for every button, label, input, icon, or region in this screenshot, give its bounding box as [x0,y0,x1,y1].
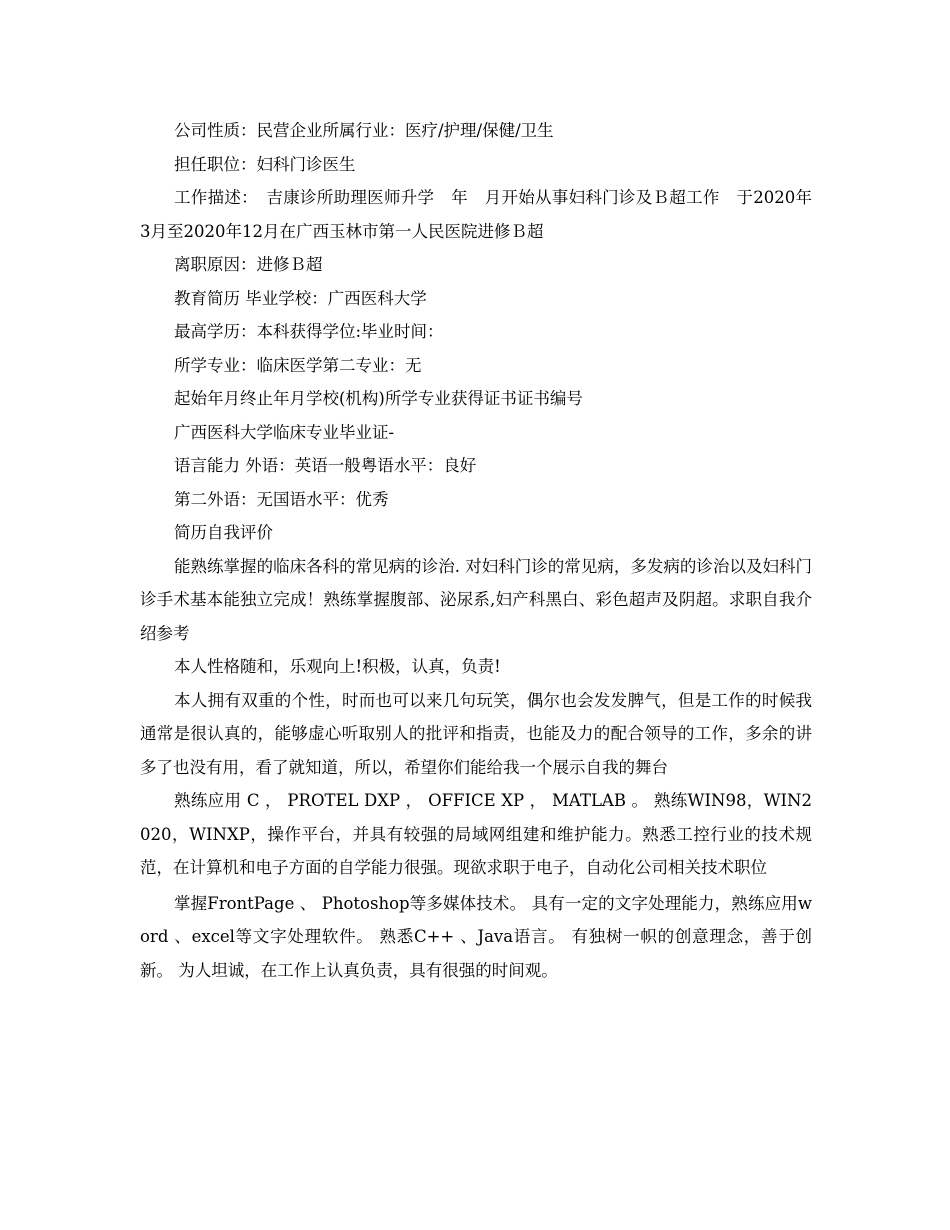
self-evaluation-heading: 简历自我评价 [174,523,273,542]
education-entry-line: 广西医科大学临床专业毕业证- [174,422,395,442]
major-line: 所学专业：临床医学第二专业：无 [174,355,422,375]
personality-line: 本人性格随和，乐观向上!积极，认真，负责! [174,657,501,676]
education-table-header-line: 起始年月终止年月学校(机构)所学专业获得证书证书编号 [174,389,583,408]
personal-character-paragraph: 本人拥有双重的个性，时而也可以来几句玩笑，偶尔也会发发脾气，但是工作的时候我通常是很认真的，能够虚心听取别人的批评和指责，也能及力的配合领导的工作，多余的讲多了也没有用，看了就知道，所以，希望你们能给我一个展示自我的舞台 [140,690,812,777]
job-description-paragraph: 工作描述： 吉康诊所助理医师升学 年 月开始从事妇科门诊及Ｂ超工作 于2020年3月至2020年12月在广西玉林市第一人民医院进修Ｂ超 [140,188,812,241]
software-skills-paragraph: 掌握FrontPage 、 Photoshop等多媒体技术。 具有一定的文字处理能力，熟练应用word 、excel等文字处理软件。 熟悉C++ 、Java语言。 有独树一帜的创意理念，善于创新。 为人坦诚，在工作上认真负责，具有很强的时间观。 [140,893,812,980]
education-school-line: 教育简历 毕业学校：广西医科大学 [174,288,427,308]
leave-reason-line: 离职原因：进修Ｂ超 [174,255,323,274]
second-language-line: 第二外语：无国语水平：优秀 [174,489,389,509]
document-body [140,114,812,987]
position-line: 担任职位：妇科门诊医生 [174,154,356,174]
highest-degree-line: 最高学历：本科获得学位:毕业时间： [174,322,444,341]
company-nature-line: 公司性质：民营企业所属行业：医疗/护理/保健/卫生 [174,121,554,140]
computer-skills-paragraph: 熟练应用 C ， PROTEL DXP ， OFFICE XP ， MATLAB 。 熟练WIN98，WIN2020，WINXP，操作平台，并具有较强的局域网组建和维护能力。熟悉工控行业的技术规范，在计算机和电子方面的自学能力很强。现欲求职于电子，自动化公司相关技术职位 [140,791,812,877]
language-ability-line: 语言能力 外语：英语一般粤语水平：良好 [174,456,477,475]
clinical-skills-paragraph: 能熟练掌握的临床各科的常见病的诊治. 对妇科门诊的常见病，多发病的诊治以及妇科门诊手术基本能独立完成！熟练掌握腹部、泌尿系,妇产科黑白、彩色超声及阴超。求职自我介绍参考 [140,556,812,643]
